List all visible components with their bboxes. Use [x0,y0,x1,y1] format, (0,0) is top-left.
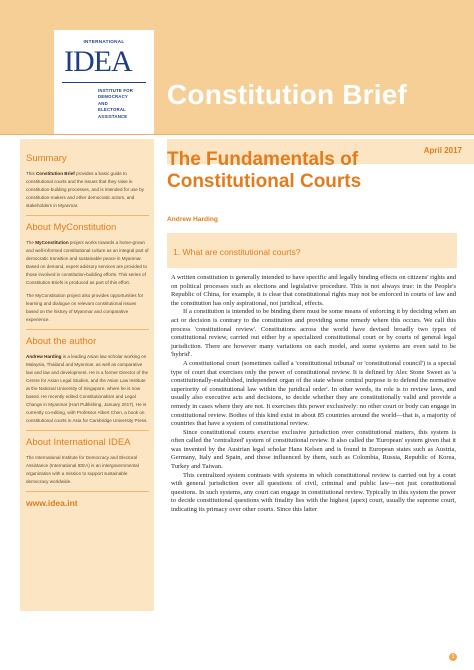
body-text [171,274,456,515]
body-paragraph: A written constitution is generally intended to have specific and legally binding effects on citizens' rights and on political processes such as elections and legislative procedure. This is not always true: in the People's Republic of China, for example, it is clear that constitutional rights may not be enforced in courts of law and the constitution has only aspirational, not juridical, effects. [171,274,456,307]
about-text: The MyConstitution project works towards a home-grown and well-informed constitutional culture as an integral part of democratic transition and sustainable peace in Myanmar. Based on demand, expert advisory services are provided to those involved in constitution-building efforts. This series of Constitution Briefs is produced as part of this effort. [26,240,149,285]
logo-wordmark: IDEA [64,45,132,78]
sidebar-divider [26,491,149,492]
sidebar-divider [26,430,149,431]
summary-text: This Constitution Brief provides a basic guide to constitutional courts and the issues that they raise in constitution-building processes, and is intended for use by constitution-makers and other democratic actors, and stakeholders in Myanmar. [26,171,144,208]
idea-text: The International Institute for Democracy and Electoral Assistance (International IDEA) is an intergovernmental organization with a mission to support sustainable democracy worldwide. [26,455,139,484]
idea-logo [54,30,154,134]
idea-heading: About International IDEA [26,437,131,448]
author-heading: About the author [26,336,97,347]
body-paragraph: This centralized system contrasts with systems in which constitutional review is carried out by a court with general jurisdiction over all questions of civil, criminal and public law—not just constitutional questions. In such systems, any court can engage in constitutional review. Typically in this system the power to decide constitutional questions with finality lies with the highest (apex) court, usually the supreme court, indicating its primacy over other courts. Since this latter [171,471,456,514]
document-title: The Fundamentals of Constitutional Courts [167,149,362,192]
logo-subtitle: INSTITUTE FOR DEMOCRACY AND ELECTORAL ASSISTANCE [98,88,134,119]
body-paragraph: Since constitutional courts exercise exclusive jurisdiction over constitutional matters, this system is often called the 'centralized' system of constitutional review. It also called the 'European' system given that it was invented by the Austrian legal scholar Hans Kelsen and is found in European states such as Austria, Germany, Italy and Spain, and those influenced by them, such as Colombia, Russia, Republic of Korea, Turkey and Taiwan. [171,428,456,471]
about-text-2: The MyConstitution project also provides opportunities for learning and dialogue on relevant constitutional issues based on the history of Myanmar and comparative experience. [26,293,144,322]
author-name: Andrew Harding [167,216,218,223]
logo-divider [62,82,146,83]
section-heading: 1. What are constitutional courts? [173,247,301,257]
section-heading-box [167,233,457,268]
about-heading: About MyConstitution [26,222,117,233]
sidebar-divider [26,215,149,216]
series-title: Constitution Brief [167,79,408,110]
website-link[interactable]: www.idea.int [26,498,78,508]
logo-international-text: INTERNATIONAL [83,39,125,44]
author-bio: Andrew Harding is a leading Asian law scholar working on Malaysia, Thailand and Myanmar, as well as comparative law and law and development. He is a former Director of the Centre for Asian Legal Studies, and the Asian Law Institute at the National University of Singapore, where he is now based. He recently edited Constitutionalism and Legal Change in Myanmar (Hart Publishing, January 2017). He is currently co-editing, with Professor Albert Chen, a book on constitutional courts in Asia for Cambridge University Press. [26,354,149,423]
page-number: 1 [449,653,457,661]
sidebar [20,139,154,611]
publication-date: April 2017 [423,146,462,155]
summary-heading: Summary [26,153,67,164]
sidebar-divider [26,329,149,330]
body-paragraph: A constitutional court (sometimes called a 'constitutional tribunal' or 'constitutional council') is a special type of court that exercises only the power of constitutional review. It is defined by Alec Stone Sweet as 'a constitutionally-established, independent organ of the state whose central purpose is to defend the normative superiority of constitutional law within the juridical order'. In other words, its role is to review laws, and usually also executive acts and decisions, to decide whether they are constitutionally valid and provide a remedy in cases where they are not. It exercises this power exclusively: no other court or body can engage in constitutional review. Bodies of this kind exist in about 85 countries around the world—that is, a majority of countries that have a system of constitutional review. [171,359,456,428]
body-paragraph: If a constitution is intended to be binding there must be some means of enforcing it by deciding when an act or decision is contrary to the constitution and providing some remedy where this occurs. We call this process 'constitutional review'. Constitutions across the world have devised broadly two types of constitutional review, carried out either by a specialized constitutional court or by courts of general legal jurisdiction. There are however many variations on each model, and some systems are even said to be 'hybrid'. [171,308,456,359]
header-rule [0,134,474,135]
